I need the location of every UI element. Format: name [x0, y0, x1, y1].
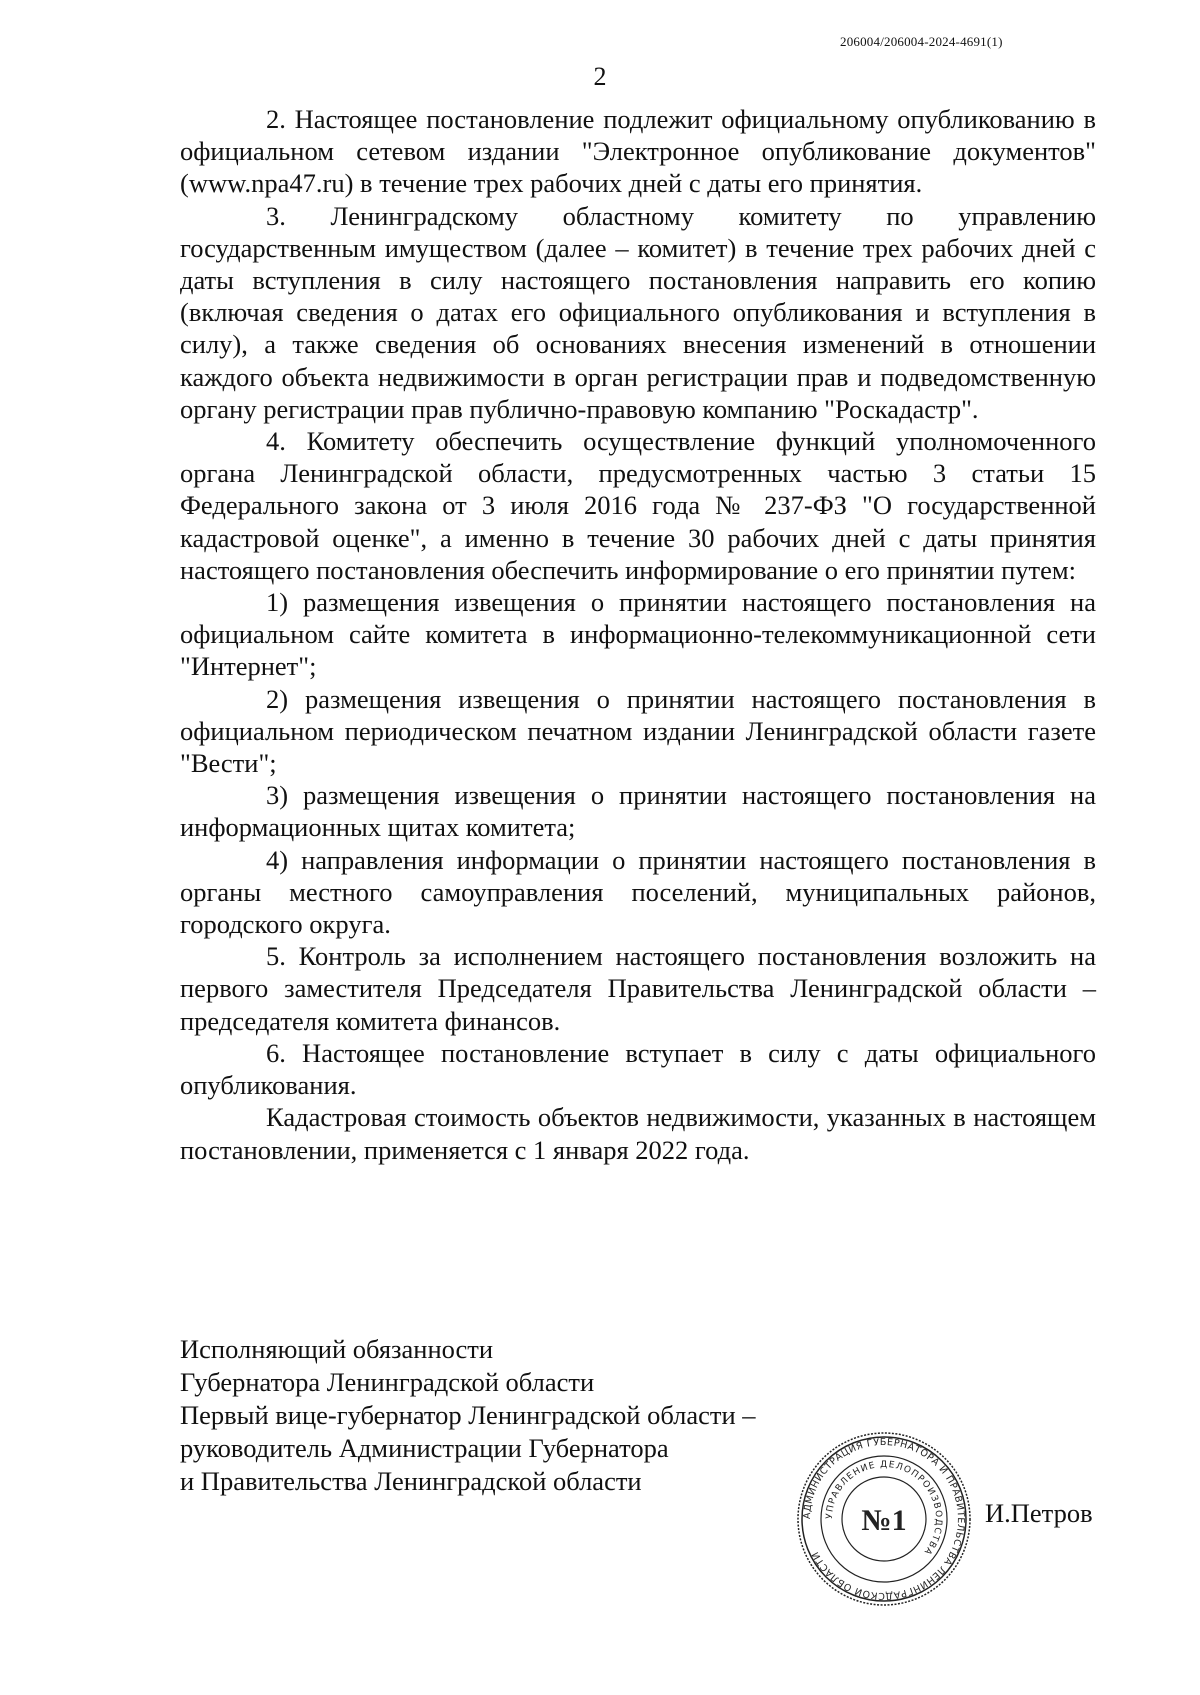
paragraph-4: 4. Комитету обеспечить осуществление функций уполномоченного органа Ленинградской области, предусмотренных частью 3 статьи 15 Федерального закона от 3 июля 2016 года № 237-ФЗ "О государственной кадастровой оценке", а именно в течение 30 рабочих дней с даты принятия настоящего постановления обеспечить информирование о его принятии путем:: [180, 426, 1096, 585]
paragraph-5: 5. Контроль за исполнением настоящего постановления возложить на первого заместителя Председателя Правительства Ленинградской области – председателя комитета финансов.: [180, 941, 1096, 1036]
paragraph-3: 3. Ленинградскому областному комитету по управлению государственным имуществом (далее – комитет) в течение трех рабочих дней с даты вступления в силу настоящего постановления направить его копию (включая сведения о датах его официального опубликования и вступления в силу), а также сведения об основаниях внесения изменений в отношении каждого объекта недвижимости в орган регистрации прав и подведомственную органу регистрации прав публично-правовую компанию "Роскадастр".: [180, 200, 1096, 424]
paragraph-2: 2. Настоящее постановление подлежит официальному опубликованию в официальном сетевом издании "Электронное опубликование документов" (www.npa47.ru) в течение трех рабочих дней с даты его принятия.: [180, 104, 1096, 199]
signatory-line: руководитель Администрации Губернатора: [180, 1433, 669, 1463]
paragraph-4-item-1: 1) размещения извещения о принятии настоящего постановления на официальном сайте комитета в информационно-телекоммуникационной сети "Интернет";: [180, 587, 1096, 682]
signatory-line: Первый вице-губернатор Ленинградской области –: [180, 1400, 756, 1430]
signatory-name: И.Петров: [985, 1498, 1093, 1528]
paragraph-cadastral-note: Кадастровая стоимость объектов недвижимости, указанных в настоящем постановлении, применяется с 1 января 2022 года.: [180, 1102, 1096, 1165]
paragraph-4-item-4: 4) направления информации о принятии настоящего постановления в органы местного самоуправления поселений, муниципальных районов, городского округа.: [180, 844, 1096, 940]
paragraph-4-item-2: 2) размещения извещения о принятии настоящего постановления в официальном периодическом печатном издании Ленинградской области газете "Вести";: [180, 683, 1096, 779]
document-body: [180, 103, 1096, 1166]
official-seal: [795, 1430, 973, 1608]
signatory-title: [180, 1333, 820, 1498]
signatory-line: Губернатора Ленинградской области: [180, 1367, 595, 1397]
seal-outer-text: АДМИНИСТРАЦИЯ ГУБЕРНАТОРА И ПРАВИТЕЛЬСТВА ЛЕНИНГРАДСКОЙ ОБЛАСТИ: [801, 1436, 967, 1602]
paragraph-6: 6. Настоящее постановление вступает в силу с даты официального опубликования.: [180, 1037, 1096, 1101]
seal-inner-text: УПРАВЛЕНИЕ ДЕЛОПРОИЗВОДСТВА: [824, 1459, 944, 1557]
signatory-line: и Правительства Ленинградской области: [180, 1466, 642, 1496]
paragraph-4-item-3: 3) размещения извещения о принятии настоящего постановления на информационных щитах комитета;: [180, 780, 1096, 843]
signatory-line: Исполняющий обязанности: [180, 1334, 494, 1364]
document-id: 206004/206004-2024-4691(1): [840, 34, 1003, 49]
seal-center-number: №1: [861, 1504, 907, 1537]
page-number: 2: [593, 62, 607, 91]
